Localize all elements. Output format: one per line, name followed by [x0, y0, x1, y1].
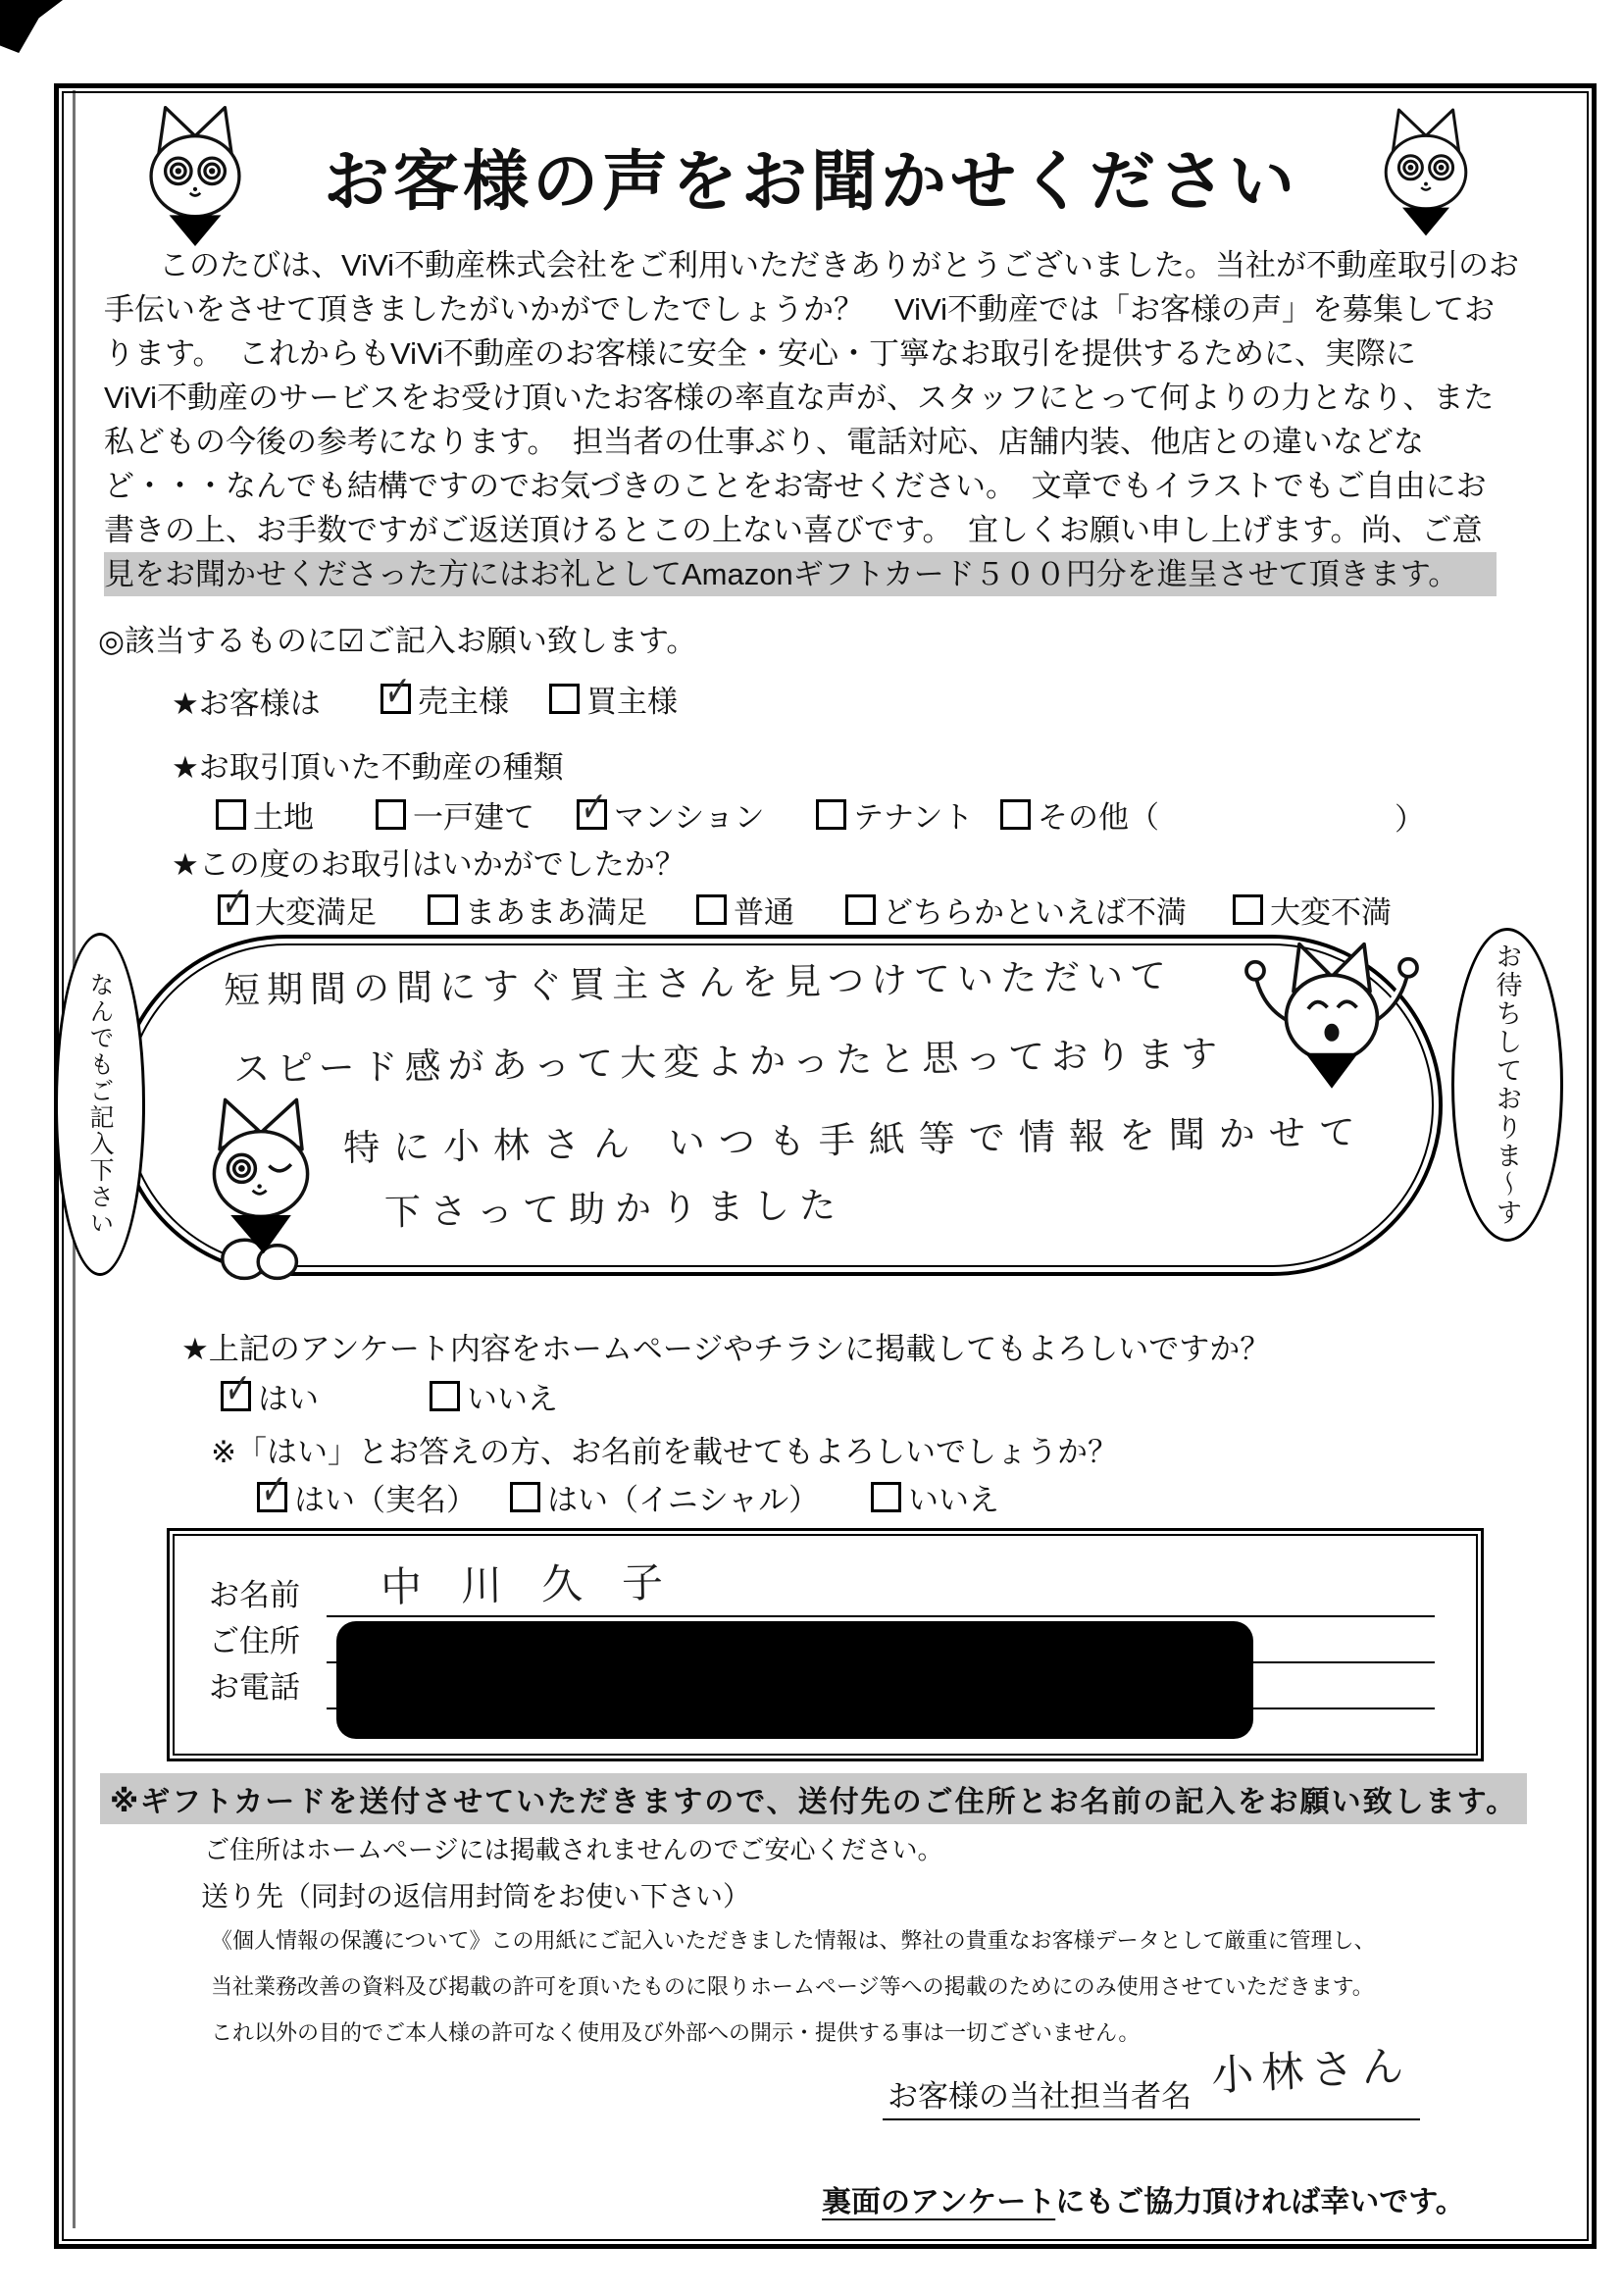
checkbox-label: はい（イニシャル）	[547, 1483, 820, 1517]
checkbox-buyer[interactable]	[549, 677, 678, 721]
check-mark-icon: ✓	[259, 1462, 288, 1516]
handwritten-comment-line: 下さって助かりました	[383, 1184, 846, 1234]
checkbox-land[interactable]	[216, 792, 314, 837]
fill-instruction: ◎該当するものに☑ご記入お願い致します。	[98, 624, 697, 658]
privacy-line: これ以外の目的でご本人様の許可なく使用及び外部への開示・提供する事は一切ございません。	[211, 2020, 1141, 2045]
intro-line: 私どもの今後の参考になります。 担当者の仕事ぶり、電話対応、店舗内装、他店との違いなどな	[104, 425, 1425, 459]
checkbox-box	[428, 894, 458, 925]
checkbox-house[interactable]	[376, 792, 534, 837]
send-to-note: 送り先（同封の返信用封筒をお使い下さい）	[201, 1881, 751, 1912]
checkbox-very-satisfied[interactable]	[218, 875, 377, 932]
checkbox-label: どちらかといえば不満	[883, 895, 1187, 930]
question-satisfaction-label: ★この度のお取引はいかがでしたか？	[172, 847, 685, 882]
publish-options	[0, 1361, 1624, 1417]
privacy-line: 当社業務改善の資料及び掲載の許可を頂いたものに限りホームページ等への掲載のためにのみ使用させていただきます。	[211, 1974, 1374, 1999]
intro-line: 手伝いをさせて頂きましたがいかがでしたでしょうか？ ViVi不動産では「お客様の声」を募集してお	[104, 292, 1496, 327]
checkbox-mansion[interactable]	[577, 780, 765, 837]
back-survey-note-underlined: 裏面のアンケート	[822, 2186, 1056, 2218]
checkbox-neutral[interactable]	[696, 888, 794, 932]
gift-card-note: ※ギフトカードを送付させていただきますので、送付先のご住所とお名前の記入をお願い致します。	[100, 1773, 1527, 1824]
checkbox-label: 一戸建て	[413, 800, 534, 835]
checkbox-box	[218, 875, 249, 929]
satisfaction-options	[0, 875, 1624, 931]
checkbox-box	[1000, 799, 1031, 830]
checkbox-very-dissatisfied[interactable]	[1233, 888, 1392, 932]
checkbox-label: テナント	[853, 800, 974, 835]
handwritten-comment-line: スピード感があって大変よかったと思っております	[232, 1033, 1225, 1091]
check-mark-icon: ✓	[223, 1361, 252, 1415]
intro-line-gift-highlight: 見をお聞かせくださった方にはお礼としてAmazonギフトカード５００円分を進呈させて頂きます。	[104, 552, 1497, 596]
handwritten-comment-line: 特に小林さん いつも手紙等で情報を聞かせて	[342, 1110, 1370, 1170]
customer-type-options	[0, 664, 1624, 720]
left-note-bubble-text: なんでもご記入下さい	[86, 972, 114, 1237]
other-close-paren: ）	[1395, 802, 1425, 837]
checkbox-box	[549, 684, 580, 714]
check-mark-icon: ✓	[220, 875, 249, 929]
page-title: お客様の声をお聞かせください	[324, 145, 1298, 219]
check-mark-icon: ✓	[579, 780, 608, 834]
scan-artifact	[0, 0, 63, 53]
checkbox-label: いいえ	[467, 1382, 558, 1416]
checkbox-label: まあまあ満足	[465, 895, 647, 930]
privacy-line: 《個人情報の保護について》この用紙にご記入いただきました情報は、弊社の貴重なお客様データとして厳重に管理し、	[211, 1928, 1376, 1953]
checkbox-box	[696, 894, 727, 925]
cat-mascot-top-right-icon	[1365, 104, 1487, 239]
right-note-bubble	[1451, 928, 1563, 1242]
address-privacy-note: ご住所はホームページには掲載されませんのでご安心ください。	[204, 1835, 943, 1864]
left-note-bubble	[55, 933, 145, 1276]
question-customer-type-label: ★お客様は	[172, 687, 321, 721]
checkbox-box	[577, 780, 608, 834]
checkbox-box	[376, 799, 406, 830]
back-survey-note-rest: にもご協力頂ければ幸いです。	[1055, 2186, 1465, 2218]
intro-line: ります。 これからもViVi不動産のお客様に安全・安心・丁寧なお取引を提供するために、実際に	[104, 336, 1417, 371]
redaction-bar	[336, 1621, 1253, 1739]
intro-line: このたびは、ViVi不動産株式会社をご利用いただきありがとうございました。当社が不動産取引のお	[159, 248, 1520, 282]
checkbox-seller[interactable]	[381, 664, 509, 721]
staff-name-field[interactable]	[883, 2118, 1420, 2120]
checkbox-publish-no[interactable]	[430, 1374, 558, 1418]
checkbox-label: はい	[258, 1382, 319, 1416]
checkbox-somewhat-satisfied[interactable]	[428, 888, 647, 932]
back-survey-note	[822, 2177, 1465, 2220]
checkbox-publish-yes[interactable]	[221, 1361, 319, 1418]
right-note-bubble-text: お待ちしておりま～す	[1492, 943, 1522, 1227]
intro-paragraph	[104, 243, 1520, 596]
checkbox-box	[845, 894, 876, 925]
address-label: ご住所	[209, 1624, 300, 1658]
check-mark-icon: ✓	[382, 664, 412, 718]
checkbox-somewhat-dissatisfied[interactable]	[845, 888, 1187, 932]
checkbox-label: その他（	[1038, 800, 1159, 835]
contact-info-box	[167, 1528, 1484, 1761]
checkbox-other[interactable]	[1000, 792, 1159, 837]
checkbox-box	[221, 1361, 252, 1415]
checkbox-realname-yes[interactable]	[257, 1462, 477, 1519]
checkbox-label: 普通	[734, 895, 794, 930]
checkbox-label: 土地	[253, 800, 314, 835]
staff-name-label: お客様の当社担当者名	[888, 2079, 1192, 2114]
checkbox-label: いいえ	[908, 1483, 999, 1517]
handwritten-comment-line: 短期間の間にすぐ買主さんを見つけていただいて	[223, 954, 1174, 1012]
handwritten-name-value: 中川久子	[380, 1557, 703, 1611]
intro-line: ViVi不動産のサービスをお受け頂いたお客様の率直な声が、スタッフにとって何よりの力となり、また	[104, 381, 1495, 415]
checkbox-initial-yes[interactable]	[510, 1475, 819, 1519]
checkbox-tenant[interactable]	[816, 792, 973, 837]
checkbox-box	[257, 1462, 288, 1516]
checkbox-box	[381, 664, 412, 718]
checkbox-box	[871, 1482, 901, 1512]
cat-mascot-cheering-icon	[1243, 930, 1420, 1104]
name-field[interactable]	[327, 1615, 1435, 1617]
intro-line: ど・・・なんでも結構ですのでお気づきのことをお寄せください。 文章でもイラストでもご自由にお	[104, 469, 1487, 503]
question-publish-name-label: ※「はい」とお答えの方、お名前を載せてもよろしいでしょうか？	[211, 1435, 1118, 1469]
question-publish-label: ★上記のアンケート内容をホームページやチラシに掲載してもよろしいですか？	[181, 1332, 1271, 1366]
intro-line: 書きの上、お手数ですがご返送頂けるとこの上ない喜びです。 宜しくお願い申し上げます。尚、ご意	[104, 513, 1483, 547]
checkbox-box	[216, 799, 246, 830]
checkbox-box	[1233, 894, 1263, 925]
checkbox-box	[430, 1381, 460, 1411]
handwritten-staff-name: 小林さん	[1210, 2041, 1413, 2102]
checkbox-name-no[interactable]	[871, 1475, 999, 1519]
phone-label: お電話	[209, 1670, 300, 1705]
cat-mascot-top-left-icon	[127, 101, 263, 250]
checkbox-label: 大変満足	[255, 895, 377, 930]
checkbox-box	[510, 1482, 540, 1512]
publish-name-options	[0, 1462, 1624, 1518]
checkbox-label: 買主様	[586, 685, 678, 719]
question-property-type-label: ★お取引頂いた不動産の種類	[172, 750, 564, 785]
property-type-options	[0, 780, 1624, 837]
checkbox-label: 売主様	[418, 685, 509, 719]
name-label: お名前	[209, 1578, 300, 1612]
checkbox-label: 大変不満	[1270, 895, 1392, 930]
checkbox-label: マンション	[614, 800, 765, 835]
checkbox-box	[816, 799, 846, 830]
cat-mascot-winking-icon	[192, 1091, 330, 1285]
checkbox-label: はい（実名）	[294, 1483, 477, 1517]
